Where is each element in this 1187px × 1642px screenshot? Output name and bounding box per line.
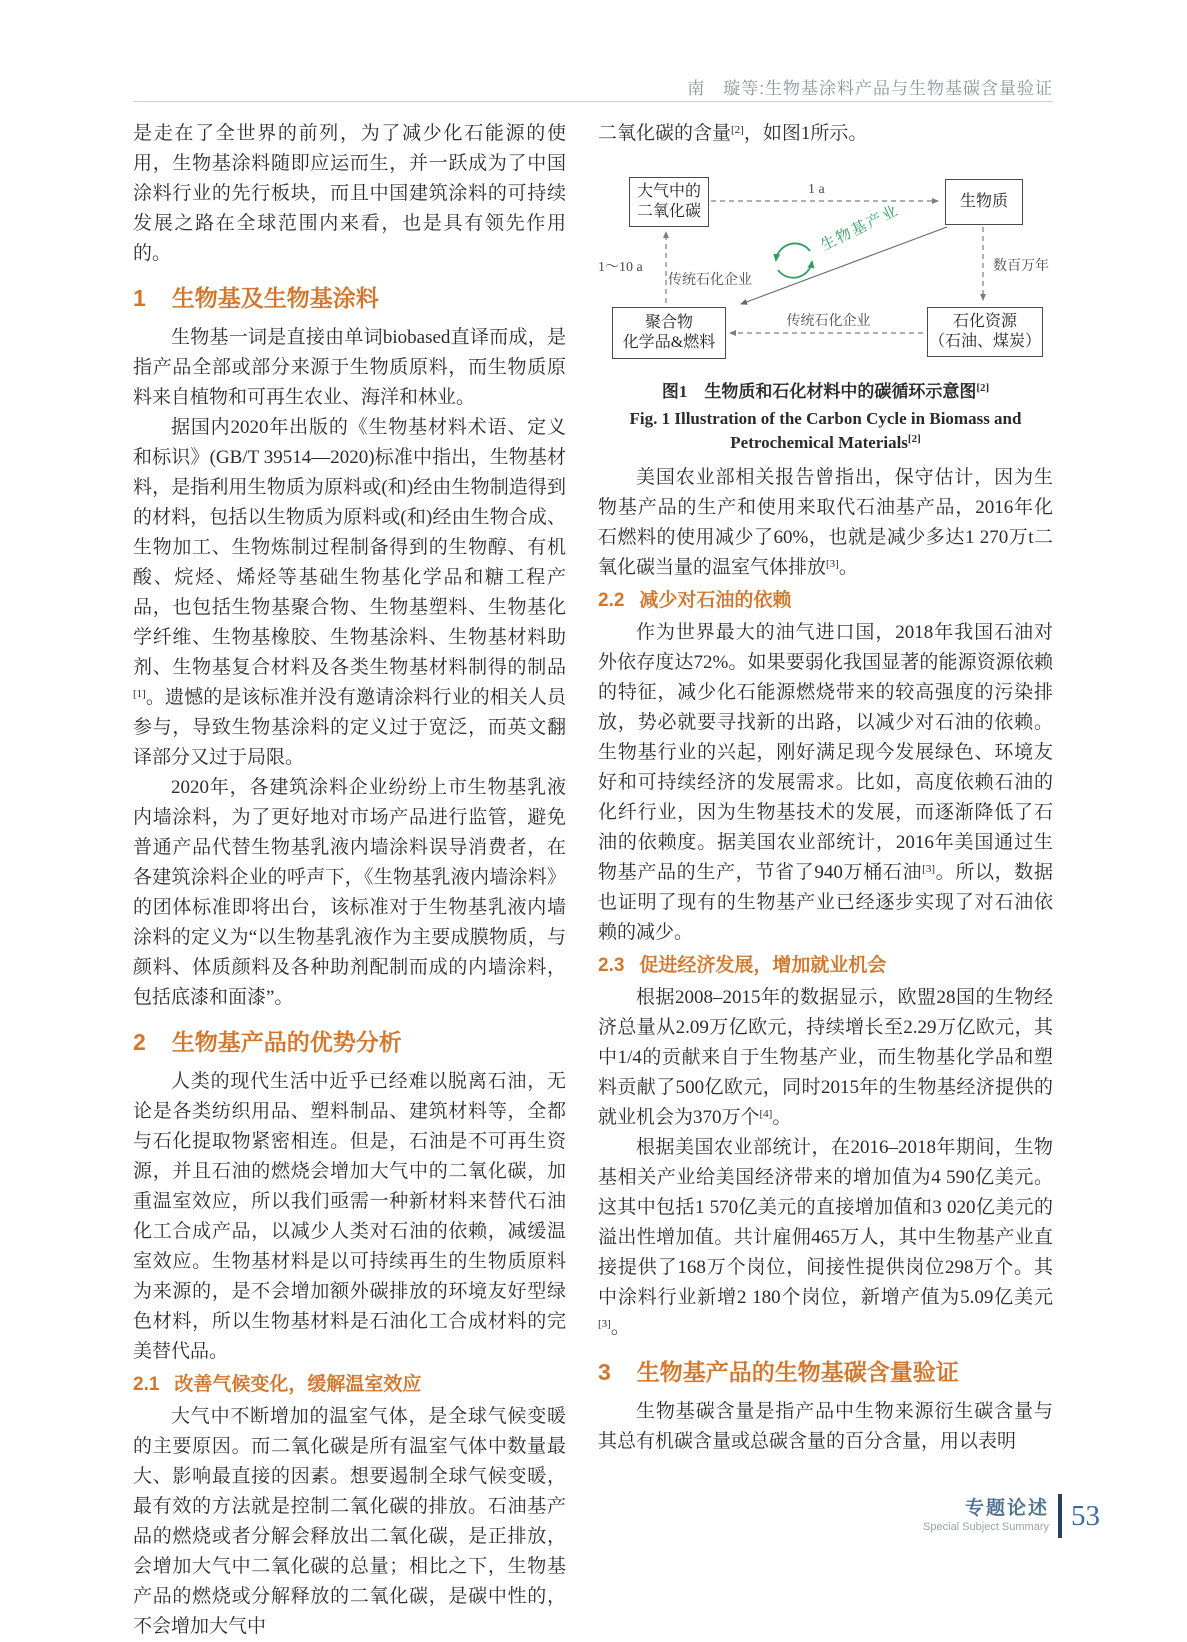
- subsection-2-1-title: 改善气候变化，缓解温室效应: [174, 1374, 422, 1395]
- subsection-2-3-number: 2.3: [598, 955, 625, 976]
- page-content: [133, 119, 1053, 1642]
- subsection-2-1-number: 2.1: [133, 1374, 160, 1395]
- section-3-heading: [598, 1358, 1053, 1386]
- box-biomass-label: 生物质: [959, 193, 1008, 210]
- section-2-heading: [133, 1028, 566, 1056]
- paragraph-us-bioeconomy: 根据美国农业部统计，在2016–2018年期间，生物基相关产业给美国经济带来的增加值为4 590亿美元。这其中包括1 570亿美元的直接增加值和3 020亿美元的溢出性增加值。共计雇佣465万人，其中生物基产业直接提供了168万个岗位，间接性提供岗位298万个。其中涂料行业新增2 180个岗位，新增产值为5.09亿美元[3]。: [598, 1137, 1053, 1338]
- label-traditional-petrochemical-left: 传统石化企业: [668, 273, 752, 288]
- paragraph-greenhouse-gases: 大气中不断增加的温室气体，是全球气候变暖的主要原因。而二氧化碳是所有温室气体中数量最大、影响最直接的因素。想要遏制全球气候变暖，最有效的方法就是控制二氧化碳的排放。石油基产品的燃烧或者分解会释放出二氧化碳，是正排放，会增加大气中二氧化碳的总量；相比之下，生物基产品的燃烧或分解释放的二氧化碳，是碳中性的，不会增加大气中: [133, 1406, 566, 1637]
- label-one-to-ten-years: 1～10 a: [598, 260, 643, 275]
- paragraph-co2-content: 二氧化碳的含量[2]，如图1所示。: [598, 123, 868, 144]
- figure-caption-english-line1: Fig. 1 Illustration of the Carbon Cycle in Biomass and: [629, 409, 1022, 428]
- paragraph-petroleum-dependence: 人类的现代生活中近乎已经难以脱离石油，无论是各类纺织用品、塑料制品、建筑材料等，全都与石化提取物紧密相连。但是，石油是不可再生资源，并且石油的燃烧会增加大气中的二氧化碳，加重温室效应，所以我们亟需一种新材料来替代石油化工合成产品，以减少人类对石油的依赖，减缓温室效应。生物基材料是以可持续再生的生物质原料为来源的，是不会增加额外碳排放的环境友好型绿色材料，所以生物基材料是石油化工合成材料的完美替代品。: [133, 1071, 566, 1362]
- footer-divider-bar: [1058, 1494, 1062, 1538]
- box-petro-line2: （石油、煤炭）: [928, 333, 1041, 350]
- box-polymer-chemicals-fuel: [612, 307, 726, 359]
- section-2-title: 生物基产品的优势分析: [171, 1029, 402, 1055]
- paragraph-eu-bioeconomy: 根据2008–2015年的数据显示，欧盟28国的生物经济总量从2.09万亿欧元，持续增长至2.29万亿欧元，其中1/4的贡献来自于生物基产业，而生物基化学品和塑料贡献了500亿欧元，同时2015年的生物基经济提供的就业机会为370万个[4]。: [598, 987, 1053, 1128]
- section-1-title: 生物基及生物基涂料: [171, 285, 379, 311]
- footer-section-labels: [923, 1498, 1049, 1534]
- subsection-2-2-heading: [598, 588, 1053, 614]
- section-1-heading: [133, 284, 566, 312]
- label-traditional-petrochemical-bottom: 传统石化企业: [786, 314, 871, 329]
- subsection-2-3-title: 促进经济发展，增加就业机会: [639, 955, 887, 976]
- label-one-year: 1 a: [808, 182, 825, 197]
- figure-caption-english: [598, 407, 1053, 455]
- figure-caption-chinese: 图1 生物质和石化材料中的碳循环示意图[2]: [661, 382, 990, 401]
- box-atmospheric-co2-line2: 二氧化碳: [636, 203, 701, 220]
- section-1-number: 1: [133, 285, 146, 311]
- paragraph-oil-import: 作为世界最大的油气进口国，2018年我国石油对外依存度达72%。如果要弱化我国显著的能源资源依赖的特征，减少化石能源燃烧带来的较高强度的污染排放，势必就要寻找新的出路，以减少对石油的依赖。生物基行业的兴起，刚好满足现今发展绿色、环境友好和可持续经济的发展需求。比如，高度依赖石油的化纤行业，因为生物基技术的发展，而逐渐降低了石油的依赖度。据美国农业部统计，2016年美国通过生物基产品的生产，节省了940万桶石油[3]。所以，数据也证明了现有的生物基产业已经逐步实现了对石油依赖的减少。: [598, 622, 1053, 943]
- recycle-arc-bottom: [778, 262, 812, 278]
- box-biomass: [945, 179, 1023, 225]
- subsection-2-1-heading: [133, 1372, 566, 1398]
- box-polymer-line2: 化学品&燃料: [622, 334, 716, 351]
- footer-section-name-en: Special Subject Summary: [923, 1521, 1049, 1533]
- section-2-number: 2: [133, 1029, 146, 1055]
- subsection-2-2-title: 减少对石油的依赖: [639, 590, 792, 611]
- paragraph-gbt-standard: 据国内2020年出版的《生物基材料术语、定义和标识》(GB/T 39514—2020)标准中指出，生物基材料，是指利用生物质为原料或(和)经由生物制造得到的材料，包括以生物质为原料或(和)经由生物合成、生物加工、生物炼制过程制备得到的生物醇、有机酸、烷烃、烯烃等基础生物基化学品和糖工程产品，也包括生物基聚合物、生物基塑料、生物基化学纤维、生物基橡胶、生物基涂料、生物基材料助剂、生物基复合材料及各类生物基材料制得的制品[1]。遗憾的是该标准并没有邀请涂料行业的相关人员参与，导致生物基涂料的定义过于宽泛，而英文翻译部分又过于局限。: [133, 417, 566, 768]
- label-biobased-industry: 生物基产业: [818, 202, 902, 255]
- intro-continuation-paragraph: 是走在了全世界的前列，为了减少化石能源的使用，生物基涂料随即应运而生，并一跃成为了中国涂料行业的先行板块，而且中国建筑涂料的可持续发展之路在全球范围内来看，也是具有领先作用的。: [133, 123, 566, 264]
- box-atmospheric-co2: [629, 177, 709, 227]
- figure-caption-english-line2: Petrochemical Materials[2]: [730, 433, 921, 452]
- section-3-number: 3: [598, 1359, 611, 1385]
- carbon-cycle-diagram: [598, 161, 1053, 375]
- box-polymer-line1: 聚合物: [644, 314, 693, 331]
- right-column: [598, 119, 1053, 1642]
- section-3-title: 生物基产品的生物基碳含量验证: [636, 1359, 959, 1385]
- box-atmospheric-co2-line1: 大气中的: [636, 183, 701, 200]
- paragraph-biobased-definition: 生物基一词是直接由单词biobased直译而成，是指产品全部或部分来源于生物质原料，而生物质原料来自植物和可再生农业、海洋和林业。: [133, 327, 566, 408]
- box-petro-line1: 石化资源: [952, 313, 1017, 330]
- box-petrochemical-resources: [927, 307, 1043, 357]
- page-number: 53: [1071, 1500, 1100, 1532]
- footer-section-name-cn: 专题论述: [964, 1498, 1049, 1519]
- header-rule: [133, 101, 1053, 102]
- recycle-arc-top: [776, 243, 810, 260]
- subsection-2-2-number: 2.2: [598, 590, 625, 611]
- label-millions-of-years: 数百万年: [993, 259, 1049, 274]
- paragraph-2020-coatings: 2020年，各建筑涂料企业纷纷上市生物基乳液内墙涂料，为了更好地对市场产品进行监管，避免普通产品代替生物基乳液内墙涂料误导消费者，在各建筑涂料企业的呼声下，《生物基乳液内墙涂料》的团体标准即将出台，该标准对于生物基乳液内墙涂料的定义为“以生物基乳液作为主要成膜物质，与颜料、体质颜料及各种助剂配制而成的内墙涂料，包括底漆和面漆”。: [133, 777, 566, 1008]
- left-column: [133, 119, 566, 1642]
- subsection-2-3-heading: [598, 953, 1053, 979]
- paragraph-biobased-carbon-content: 生物基碳含量是指产品中生物来源衍生碳含量与其总有机碳含量或总碳含量的百分含量，用以表明: [598, 1401, 1053, 1452]
- running-head-title: 南 璇等:生物基涂料产品与生物基碳含量验证: [687, 79, 1053, 98]
- page-footer: [840, 1494, 1100, 1538]
- paragraph-usda-report: 美国农业部相关报告曾指出，保守估计，因为生物基产品的生产和使用来取代石油基产品，2016年化石燃料的使用减少了60%，也就是减少多达1 270万t二氧化碳当量的温室气体排放[3]。: [598, 467, 1053, 578]
